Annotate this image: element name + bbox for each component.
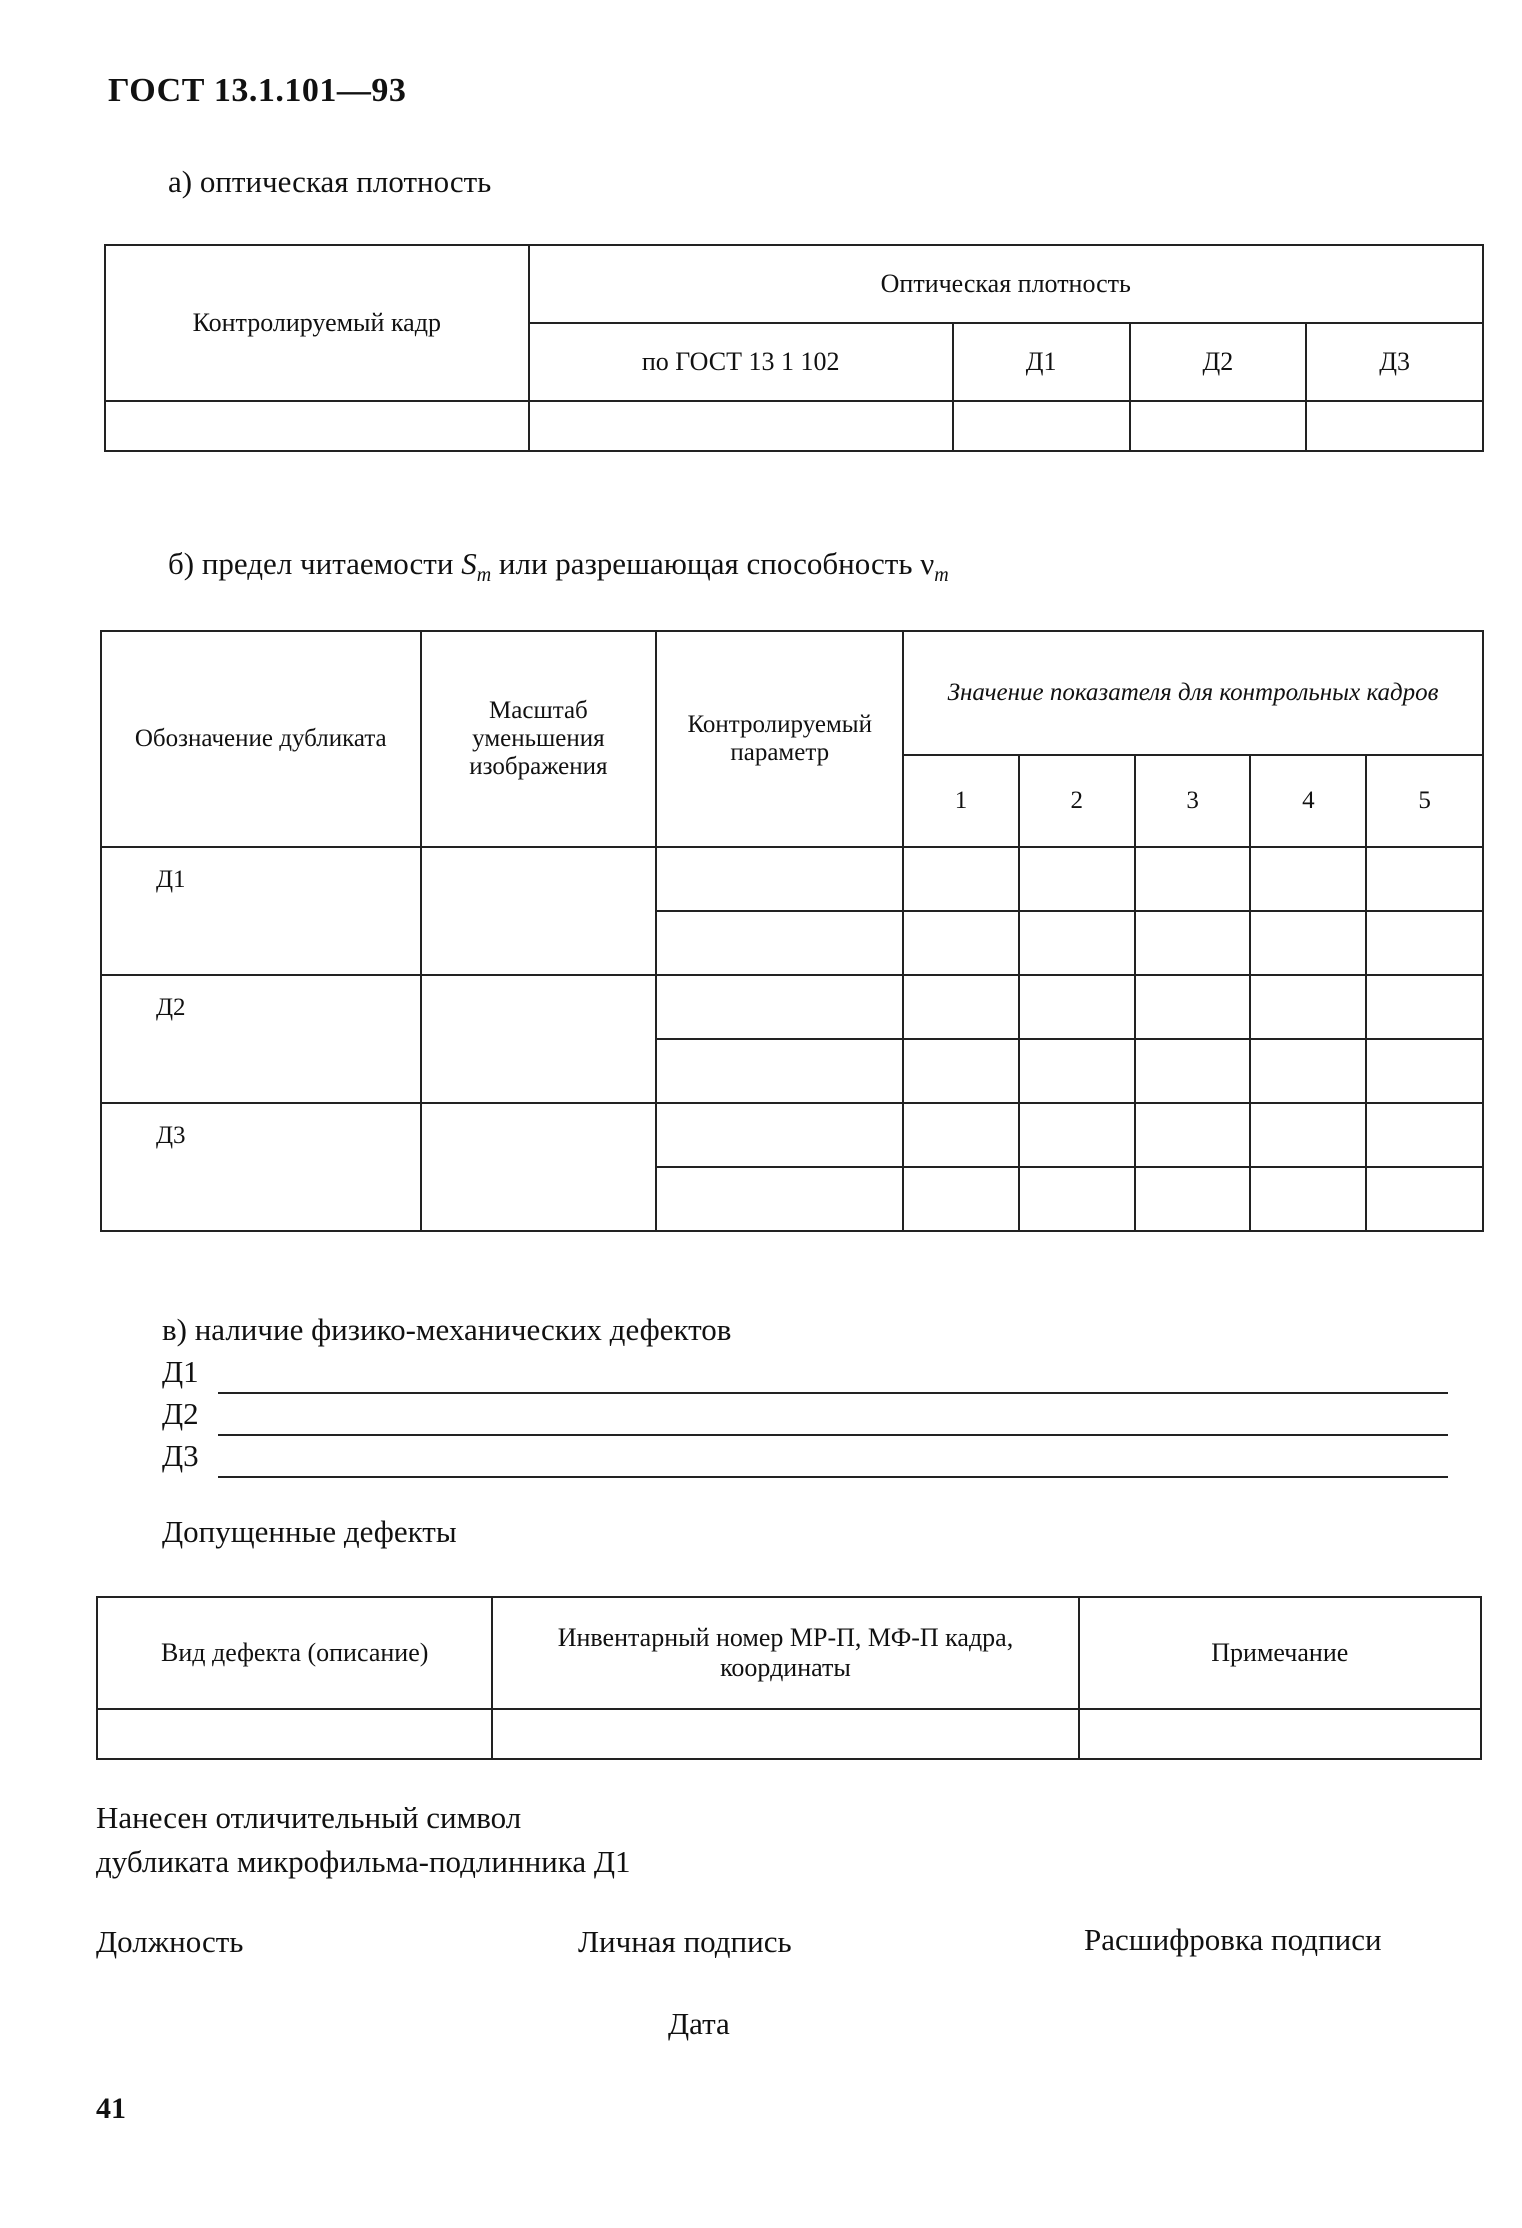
- table-cell: [1366, 1039, 1483, 1103]
- header-values: Значение показателя для контрольных кадров: [903, 631, 1483, 755]
- defect-line-d3[interactable]: [218, 1476, 1448, 1478]
- table-cell: [903, 1167, 1019, 1231]
- symbol-applied-line-1: Нанесен отличительный символ: [96, 1800, 522, 1835]
- defect-line-d2-label: Д2: [162, 1396, 199, 1431]
- table-cell: [1250, 1103, 1366, 1167]
- header-scale: Масштаб уменьшения изображения: [421, 631, 657, 847]
- defect-line-d1-label: Д1: [162, 1354, 199, 1389]
- table-cell: [421, 847, 657, 975]
- frame-number: 4: [1250, 755, 1366, 847]
- page-number: 41: [96, 2092, 126, 2125]
- symbol-applied-line-2: дубликата микрофильма-подлинника Д1: [96, 1844, 631, 1879]
- table-cell: [1135, 1103, 1251, 1167]
- defect-line-d2[interactable]: [218, 1434, 1448, 1436]
- header-inventory: Инвентарный номер МР-П, МФ-П кадра, координаты: [492, 1597, 1078, 1709]
- table-cell: [1130, 401, 1307, 451]
- table-cell: [1135, 911, 1251, 975]
- subscript-m: m: [934, 564, 949, 587]
- table-cell: [1250, 975, 1366, 1039]
- document-header: ГОСТ 13.1.101—93: [108, 72, 407, 109]
- frame-number: 1: [903, 755, 1019, 847]
- table-cell: [1250, 1039, 1366, 1103]
- table-cell: [903, 847, 1019, 911]
- table-cell: [656, 1167, 903, 1231]
- table-cell: [529, 401, 953, 451]
- subscript-m: m: [476, 564, 492, 587]
- table-cell: [1366, 975, 1483, 1039]
- table-cell: [1306, 401, 1483, 451]
- section-b-text-1: б) предел читаемости: [168, 546, 462, 581]
- date-label: Дата: [668, 2006, 730, 2041]
- defect-line-d1[interactable]: [218, 1392, 1448, 1394]
- header-defect-type: Вид дефекта (описание): [97, 1597, 492, 1709]
- frame-number: 3: [1135, 755, 1251, 847]
- symbol-s: S: [461, 546, 477, 581]
- defect-line-d3-label: Д3: [162, 1438, 199, 1473]
- section-c-title: в) наличие физико-механических дефектов: [162, 1312, 732, 1347]
- header-gost-ref: по ГОСТ 13 1 102: [529, 323, 953, 401]
- allowed-defects-title: Допущенные дефекты: [162, 1514, 457, 1549]
- row-label-d2: Д2: [101, 975, 421, 1103]
- row-label-d3: Д3: [101, 1103, 421, 1231]
- row-label-d1: Д1: [101, 847, 421, 975]
- table-cell: [1019, 1167, 1135, 1231]
- table-cell: [97, 1709, 492, 1759]
- table-cell: [656, 847, 903, 911]
- header-optical-density: Оптическая плотность: [529, 245, 1483, 323]
- header-parameter: Контролируемый параметр: [656, 631, 903, 847]
- table-cell: [1250, 847, 1366, 911]
- table-cell: [656, 1103, 903, 1167]
- table-cell: [1250, 911, 1366, 975]
- frame-number: 2: [1019, 755, 1135, 847]
- header-d2: Д2: [1130, 323, 1307, 401]
- table-cell: [656, 911, 903, 975]
- table-cell: [1019, 1039, 1135, 1103]
- table-cell: [1366, 1167, 1483, 1231]
- header-d1: Д1: [953, 323, 1130, 401]
- table-cell: [1019, 975, 1135, 1039]
- allowed-defects-table: [96, 1596, 1482, 1760]
- symbol-nu: ν: [920, 546, 935, 581]
- table-cell: [1366, 1103, 1483, 1167]
- table-cell: [1019, 911, 1135, 975]
- table-cell: [903, 911, 1019, 975]
- table-cell: [1019, 847, 1135, 911]
- table-cell: [903, 1039, 1019, 1103]
- signature-decode-label: Расшифровка подписи: [1084, 1922, 1382, 1957]
- frame-number: 5: [1366, 755, 1483, 847]
- table-cell: [1019, 1103, 1135, 1167]
- table-cell: [492, 1709, 1078, 1759]
- section-b-text-2: или разрешающая способность: [491, 546, 921, 581]
- table-cell: [1135, 975, 1251, 1039]
- table-cell: [1250, 1167, 1366, 1231]
- table-cell: [903, 975, 1019, 1039]
- table-cell: [1135, 1039, 1251, 1103]
- position-label: Должность: [96, 1924, 244, 1959]
- table-cell: [953, 401, 1130, 451]
- table-cell: [1079, 1709, 1481, 1759]
- table-cell: [1366, 911, 1483, 975]
- section-a-title: а) оптическая плотность: [168, 164, 492, 199]
- signature-label: Личная подпись: [578, 1924, 792, 1959]
- table-cell: [903, 1103, 1019, 1167]
- table-cell: [1366, 847, 1483, 911]
- table-cell: [421, 1103, 657, 1231]
- table-cell: [105, 401, 529, 451]
- table-cell: [1135, 847, 1251, 911]
- table-cell: [1135, 1167, 1251, 1231]
- table-cell: [656, 1039, 903, 1103]
- optical-density-table: [104, 244, 1484, 452]
- header-d3: Д3: [1306, 323, 1483, 401]
- header-note: Примечание: [1079, 1597, 1481, 1709]
- header-controlled-frame: Контролируемый кадр: [105, 245, 529, 401]
- table-cell: [421, 975, 657, 1103]
- table-cell: [656, 975, 903, 1039]
- section-b-title: [168, 546, 949, 587]
- readability-table: [100, 630, 1484, 1232]
- header-designation: Обозначение дубликата: [101, 631, 421, 847]
